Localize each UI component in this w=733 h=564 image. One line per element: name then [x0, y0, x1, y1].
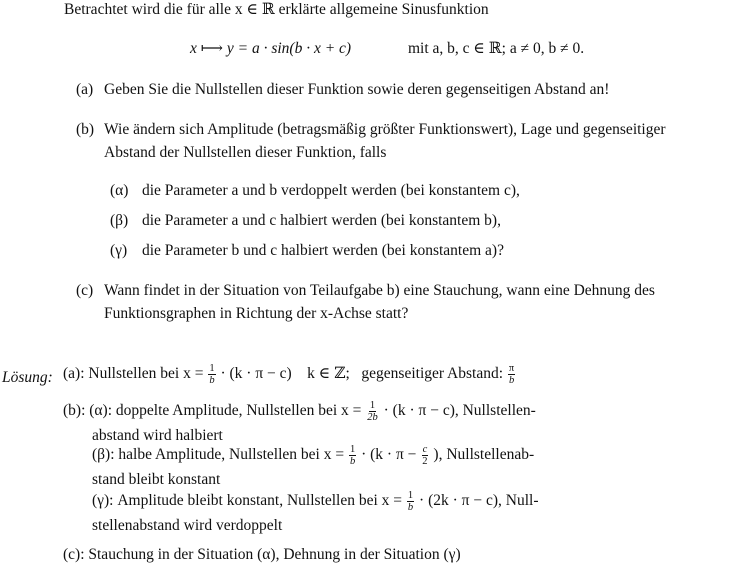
intro-text: Betrachtet wird die für alle x ∈ ℝ erklärte allgemeine Sinusfunktion	[64, 1, 489, 18]
solution-b-alpha-line2: abstand wird halbiert	[92, 427, 223, 444]
solution-b-gamma-fraction: $\frac{1}{b}$	[407, 490, 414, 514]
task-c-line1: Wann findet in der Situation von Teilaufgabe b) eine Stauchung, wann eine Dehnung des	[104, 282, 655, 299]
task-b-alpha-label: (α)	[110, 182, 129, 199]
task-b-gamma-text: die Parameter b und c halbiert werden (bei konstantem a)?	[142, 242, 504, 259]
solution-a-distance-fraction: $\frac{\pi}{b}$	[508, 363, 515, 387]
task-a-label: (a)	[76, 81, 94, 98]
solution-a-fraction: $\frac{1}{b}$	[209, 363, 215, 387]
function-formula: x ⟼ y = a · sin(b · x + c)	[190, 40, 352, 57]
solution-b-beta-fraction2: $\frac{c}{2}$	[422, 444, 428, 468]
solution-b-gamma-line2: stellenabstand wird verdoppelt	[92, 517, 283, 534]
solution-a-middle: · (k · π − c) k ∈ ℤ; gegenseitiger Abstand:	[220, 365, 504, 383]
task-b-label: (b)	[76, 121, 95, 138]
task-b-line2: Abstand der Nullstellen dieser Funktion, falls	[104, 144, 387, 161]
task-c-line2: Funktionsgraphen in Richtung der x-Achse statt?	[104, 305, 409, 322]
solution-b-beta-fraction: $\frac{1}{b}$	[349, 444, 356, 468]
task-b-line1: Wie ändern sich Amplitude (betragsmäßig größter Funktionswert), Lage und gegenseitiger	[104, 121, 666, 138]
solution-b-gamma-line1: (γ): Amplitude bleibt konstant, Nullstellen bei x = $\frac{1}{b}$ · (2k · π − c), Null-	[92, 490, 539, 514]
task-b-alpha-text: die Parameter a und b verdoppelt werden (bei konstantem c),	[142, 182, 520, 199]
solution-a-prefix: (a): Nullstellen bei x =	[63, 365, 204, 383]
task-c-label: (c)	[76, 282, 94, 299]
solution-label: Lösung:	[2, 369, 53, 386]
function-conditions: mit a, b, c ∈ ℝ; a ≠ 0, b ≠ 0.	[408, 40, 585, 57]
solution-b-alpha-line1: (b): (α): doppelte Amplitude, Nullstellen bei x = $\frac{1}{2b}$ · (k · π − c), Nullstellen-	[63, 400, 536, 424]
solution-b-beta-line2: stand bleibt konstant	[92, 471, 221, 488]
task-b-beta-text: die Parameter a und c halbiert werden (bei konstantem b),	[142, 212, 501, 229]
task-b-gamma-label: (γ)	[110, 242, 128, 259]
solution-a	[63, 363, 516, 386]
solution-b-alpha-fraction: $\frac{1}{2b}$	[367, 400, 378, 424]
task-a-text: Geben Sie die Nullstellen dieser Funktion sowie deren gegenseitigen Abstand an!	[104, 81, 610, 98]
solution-b-beta-line1: (β): halbe Amplitude, Nullstellen bei x = $\frac{1}{b}$ · (k · π − $\frac{c}{2}$ ), Nullstellenab-	[92, 444, 535, 468]
solution-c: (c): Stauchung in der Situation (α), Dehnung in der Situation (γ)	[63, 546, 461, 563]
task-b-beta-label: (β)	[110, 212, 129, 229]
